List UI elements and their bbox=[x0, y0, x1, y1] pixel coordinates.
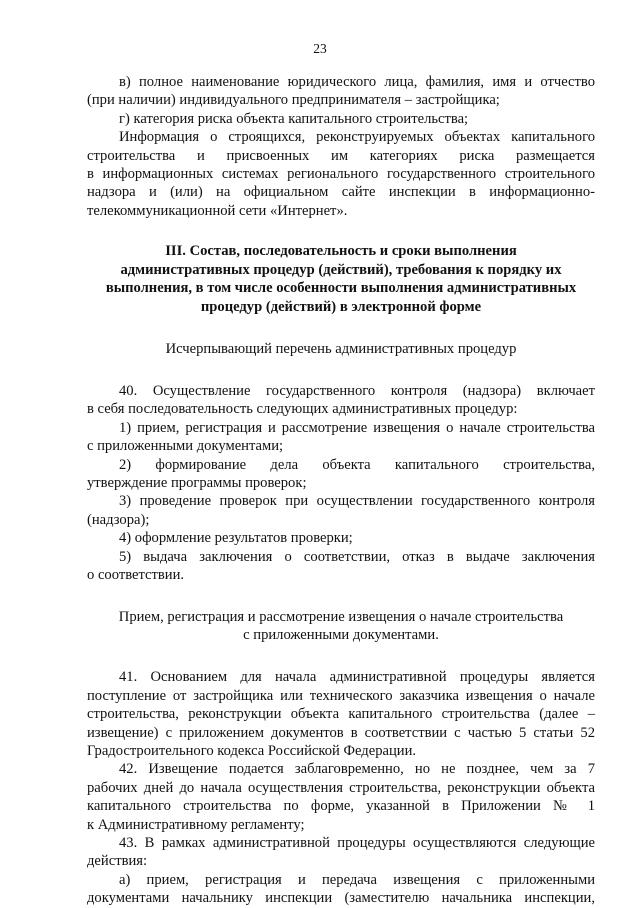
section-heading-line: III. Состав, последовательность и сроки выполнения bbox=[165, 243, 517, 260]
paragraph-41 bbox=[87, 668, 595, 760]
procedure-item-3: 3) проведение проверок при осуществлении государственного контроля bbox=[119, 493, 595, 510]
paragraph-line: поступление от застройщика или технического заказчика извещения о начале bbox=[87, 687, 595, 704]
paragraph-line: извещение) с приложением документов в соответствии с частью 5 статьи 52 bbox=[87, 724, 595, 741]
procedure-item-5: 5) выдача заключения о соответствии, отказ в выдаче заключения bbox=[119, 548, 595, 565]
paragraph-line: Градостроительного кодекса Российской Федерации. bbox=[87, 742, 417, 759]
paragraph-42 bbox=[87, 760, 595, 834]
procedure-item-2: 2) формирование дела объекта капитального строительства, bbox=[119, 456, 595, 473]
procedure-item-3-cont: (надзора); bbox=[87, 511, 150, 528]
info-line: в информационных системах регионального государственного строительного bbox=[87, 166, 595, 183]
procedure-item-4: 4) оформление результатов проверки; bbox=[119, 530, 353, 547]
info-line: Информация о строящихся, реконструируемых объектах капитального bbox=[119, 129, 595, 146]
paragraph-line: капитального строительства по форме, указанной в Приложении № 1 bbox=[87, 798, 595, 815]
section-heading-line: административных процедур (действий), требования к порядку их bbox=[120, 261, 562, 278]
subsection-title-line: Прием, регистрация и рассмотрение извещения о начале строительства bbox=[118, 608, 564, 625]
paragraph-line: к Административному регламенту; bbox=[87, 816, 305, 833]
paragraph-line: 43. В рамках административной процедуры осуществляются следующие bbox=[119, 834, 595, 851]
paragraph-line: 41. Основанием для начала административной процедуры является bbox=[119, 669, 595, 686]
subheading-procedures: Исчерпывающий перечень административных процедур bbox=[165, 340, 517, 357]
paragraph-line: 42. Извещение подается заблаговременно, но не позднее, чем за 7 bbox=[119, 761, 595, 778]
procedure-item-5-cont: о соответствии. bbox=[87, 567, 185, 584]
paragraph-line: 40. Осуществление государственного контроля (надзора) включает bbox=[119, 383, 595, 400]
info-line: телекоммуникационной сети «Интернет». bbox=[87, 202, 348, 219]
paragraph-40 bbox=[87, 382, 595, 584]
document-body bbox=[87, 73, 595, 908]
section-heading bbox=[87, 242, 595, 316]
info-line: строительства и присвоенных им категориях риска размещается bbox=[87, 147, 595, 164]
subsection-title-line: с приложенными документами. bbox=[243, 626, 439, 643]
section-heading-line: выполнения, в том числе особенности выполнения административных bbox=[105, 280, 577, 297]
paragraph-line: в себя последовательность следующих административных процедур: bbox=[87, 401, 518, 418]
paragraph-line: действия: bbox=[87, 853, 148, 870]
action-item-a: а) прием, регистрация и передача извещения с приложенными bbox=[119, 871, 595, 888]
paragraph-line: строительства, реконструкции объекта капитального строительства (далее – bbox=[87, 706, 595, 723]
procedure-item-2-cont: утверждение программы проверок; bbox=[87, 475, 307, 492]
info-line: надзора и (или) на официальном сайте инспекции в информационно- bbox=[87, 184, 595, 201]
list-item-v: в) полное наименование юридического лица, фамилия, имя и отчество bbox=[119, 74, 595, 90]
section-heading-line: процедур (действий) в электронной форме bbox=[200, 299, 482, 316]
action-item-a-cont: документами начальнику инспекции (заместителю начальника инспекции, bbox=[87, 890, 595, 907]
paragraph-line: рабочих дней до начала осуществления строительства, реконструкции объекта bbox=[87, 779, 595, 796]
list-item-g: г) категория риска объекта капитального строительства; bbox=[119, 110, 469, 127]
procedure-item-1: 1) прием, регистрация и рассмотрение извещения о начале строительства bbox=[119, 419, 595, 436]
procedure-item-1-cont: с приложенными документами; bbox=[87, 438, 284, 455]
subsection-title bbox=[87, 608, 595, 645]
paragraph-43 bbox=[87, 834, 595, 908]
list-item-v-cont: (при наличии) индивидуального предпринимателя – застройщика; bbox=[87, 92, 500, 109]
page-number: 23 bbox=[313, 41, 327, 56]
